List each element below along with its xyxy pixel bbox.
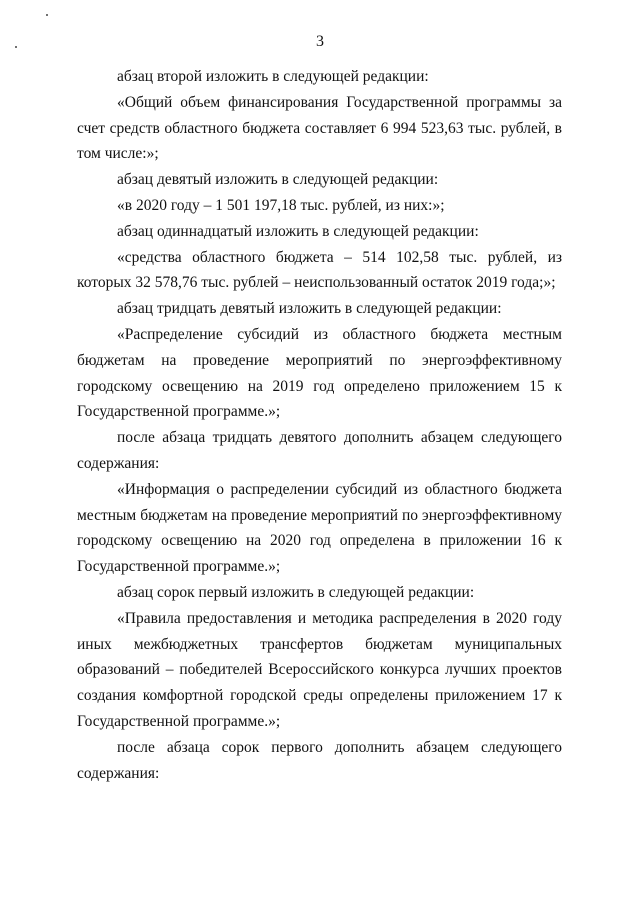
paragraph: «средства областного бюджета – 514 102,58 тыс. рублей, из которых 32 578,76 тыс. рублей – неиспользованный остаток 2019 года;»; bbox=[77, 248, 562, 292]
paragraph: абзац тридцать девятый изложить в следующей редакции: bbox=[117, 300, 502, 318]
paragraph: абзац одиннадцатый изложить в следующей редакции: bbox=[117, 222, 479, 240]
paragraph: абзац второй изложить в следующей редакции: bbox=[117, 68, 429, 85]
paragraph: «Общий объем финансирования Государственной программы за счет средств областного бюджета составляет 6 994 523,63 тыс. рублей, в том числе:»; bbox=[77, 93, 562, 163]
document-body bbox=[77, 64, 562, 786]
paragraph: «в 2020 году – 1 501 197,18 тыс. рублей, из них:»; bbox=[117, 196, 445, 214]
paragraph: после абзаца тридцать девятого дополнить абзацем следующего содержания: bbox=[77, 429, 562, 472]
paragraph: после абзаца сорок первого дополнить абзацем следующего содержания: bbox=[77, 738, 562, 782]
paragraph: «Правила предоставления и методика распределения в 2020 году иных межбюджетных трансфертов бюджетам муниципальных образований – победителей Всероссийского конкурса лучших проектов создания комфортной городской среды определены приложением 17 к Государственной программе.»; bbox=[77, 609, 562, 730]
paragraph: абзац сорок первый изложить в следующей редакции: bbox=[117, 583, 475, 601]
scan-speck bbox=[46, 14, 48, 16]
paragraph: «Информация о распределении субсидий из областного бюджета местным бюджетам на проведение мероприятий по энергоэффективному городскому освещению на 2020 год определена в приложении 16 к Государственной программе.»; bbox=[77, 480, 562, 576]
paragraph: абзац девятый изложить в следующей редакции: bbox=[117, 171, 439, 189]
paragraph: «Распределение субсидий из областного бюджета местным бюджетам на проведение мероприятий по энергоэффективному городскому освещению на 2019 год определено приложением 15 к Государственной программе.»; bbox=[77, 325, 562, 421]
page-number: 3 bbox=[316, 33, 324, 50]
